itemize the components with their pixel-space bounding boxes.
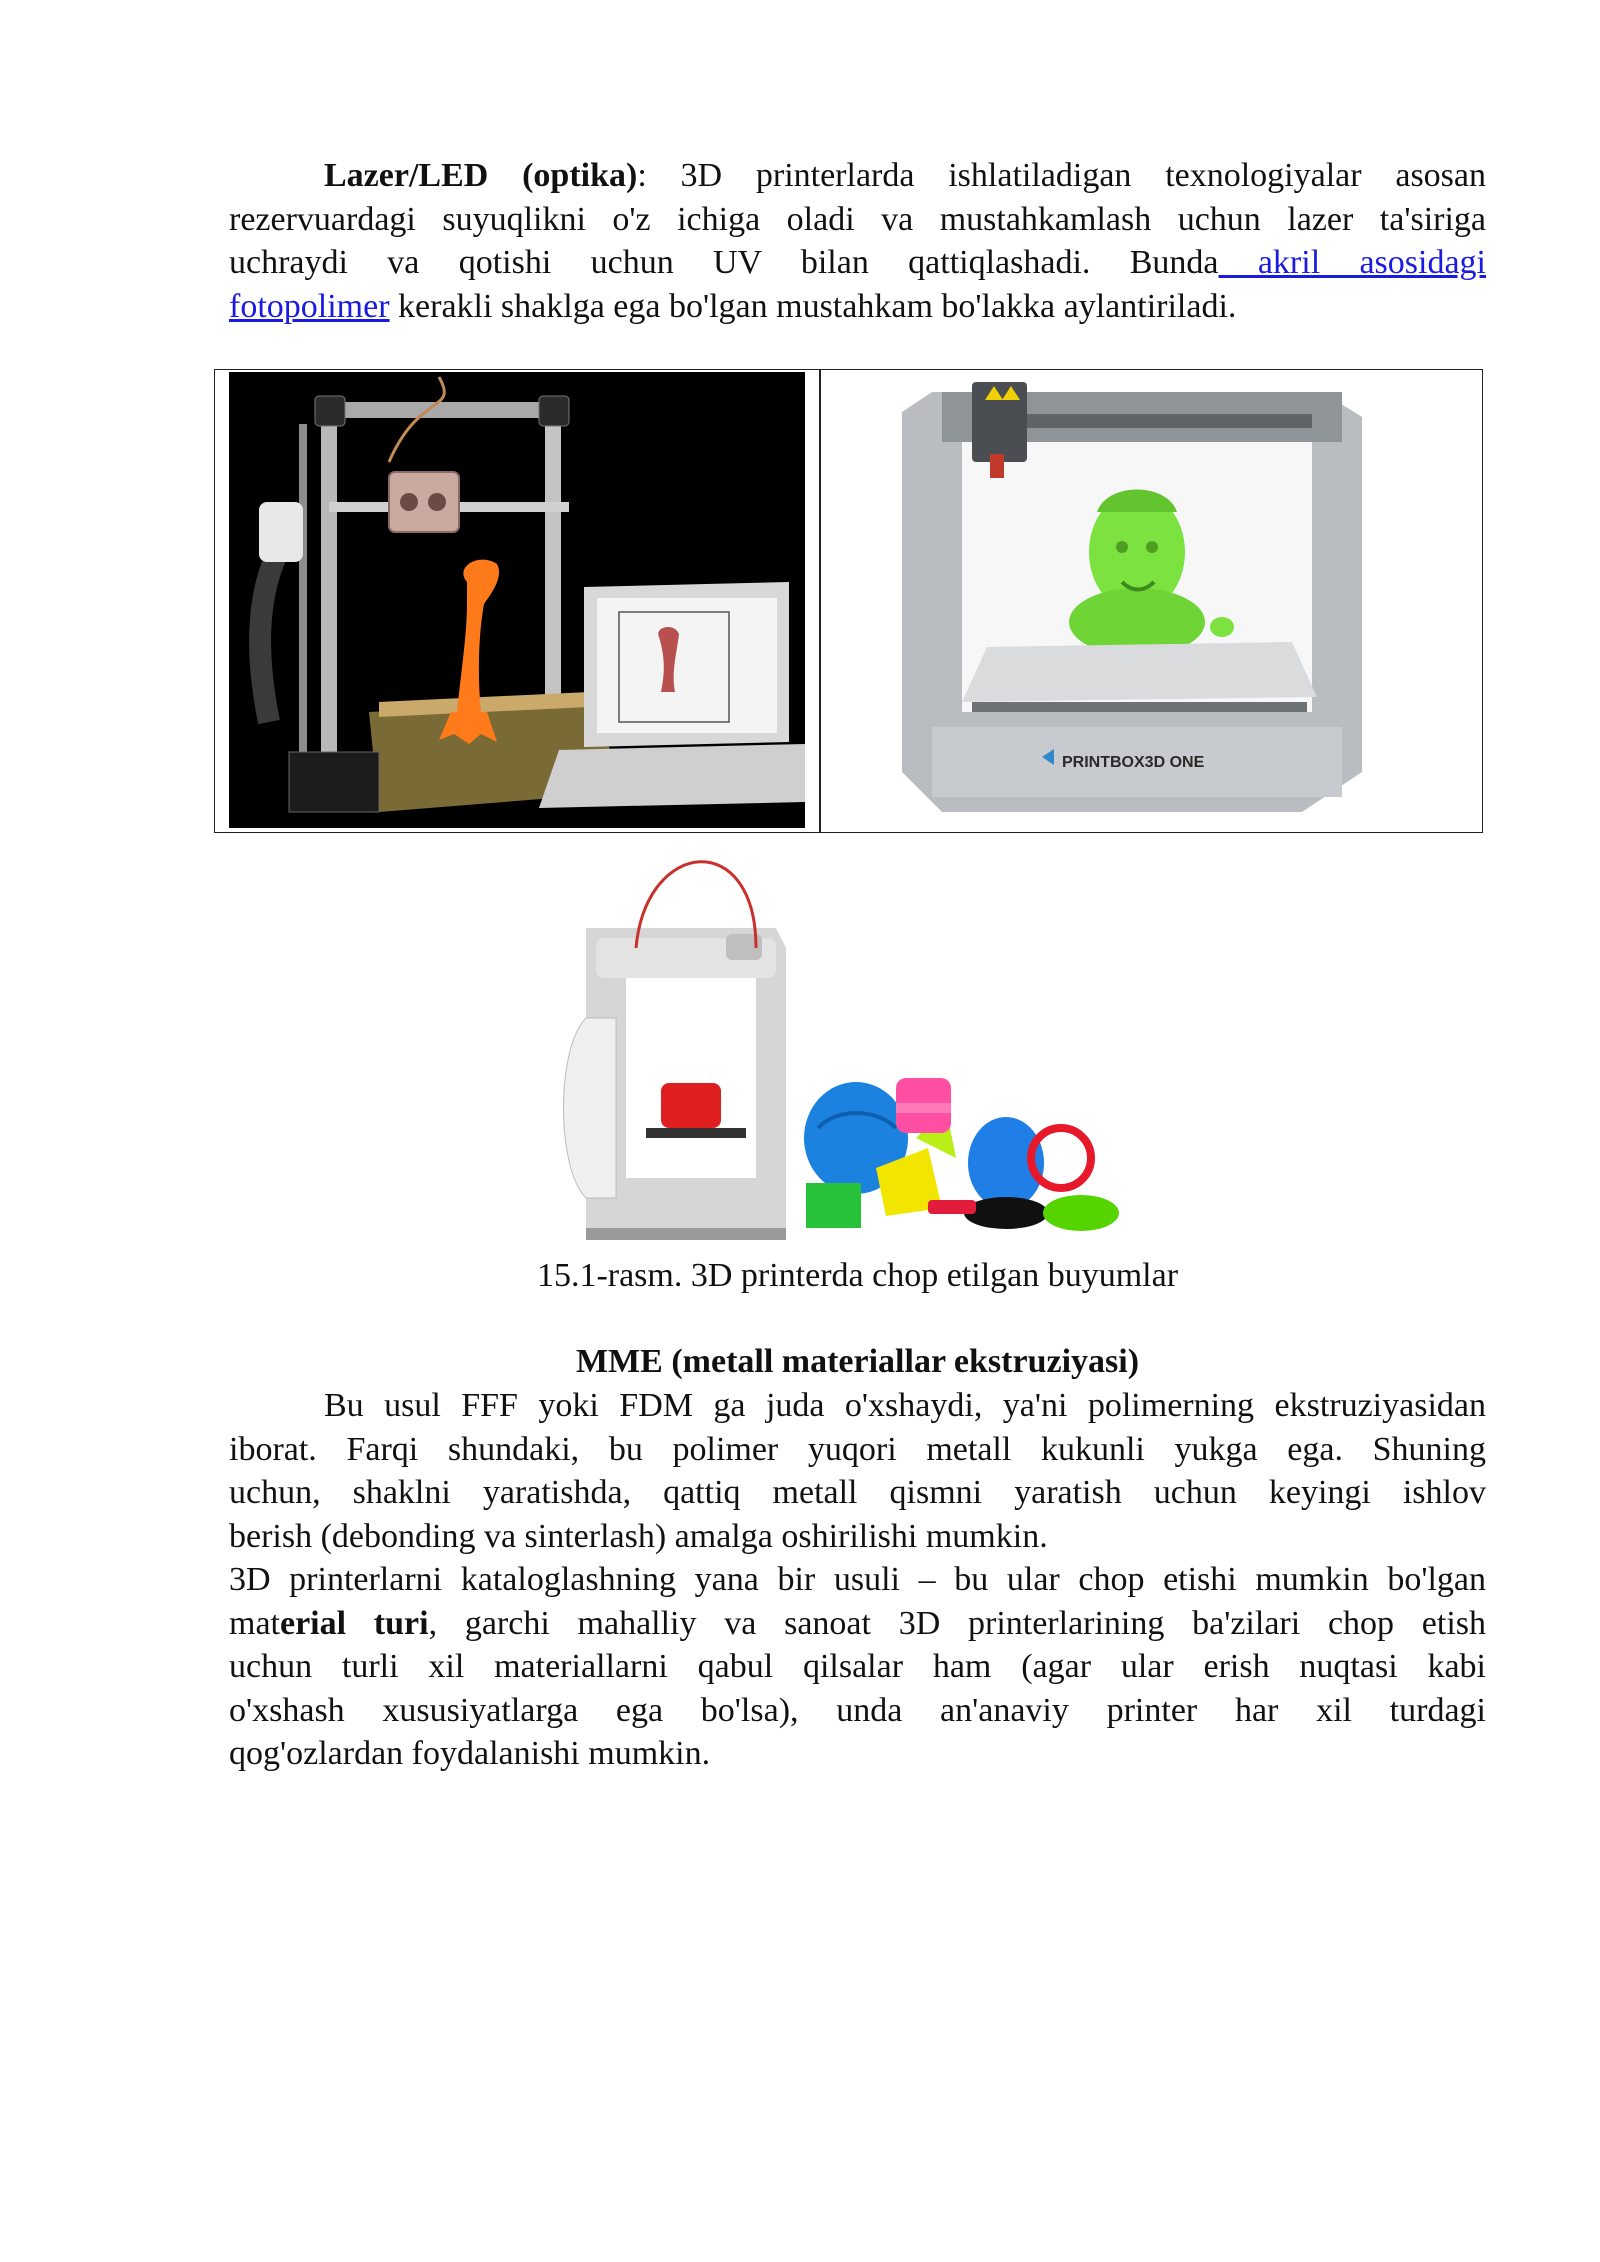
para2-line2: iborat. Farqi shundaki, bu polimer yuqori metall kukunli yukga ega. Shuning — [229, 1430, 1486, 1468]
figure-caption: 15.1-rasm. 3D printerda chop etilgan buyumlar — [536, 1257, 1179, 1294]
para2-line1: Bu usul FFF yoki FDM ga juda o'xshaydi, ya'ni polimerning ekstruziyasidan — [324, 1387, 1486, 1424]
para2-line3: uchun, shaklni yaratishda, qattiq metall qismni yaratish uchun keyingi ishlov — [229, 1474, 1486, 1511]
para1-bold-lead: Lazer/LED (optika) — [324, 157, 638, 194]
para1-line1: Lazer/LED (optika): 3D printerlarda ishlatiladigan texnologiyalar asosan — [324, 157, 1486, 194]
para1-line3: uchraydi va qotishi uchun UV bilan qattiqlashadi. Bunda akril asosidagi — [229, 244, 1487, 281]
open-frame-printer-image — [229, 372, 805, 828]
cube-printer-objects-image — [556, 838, 1146, 1248]
table-divider — [819, 370, 821, 832]
printbox3d-label: PRINTBOX3D ONE — [1062, 754, 1205, 771]
para1-line2: rezervuardagi suyuqlikni o'z ichiga oladi va mustahkamlash uchun lazer ta'siriga — [229, 200, 1486, 238]
figure-table — [214, 369, 1483, 833]
section-heading: MME (metall materiallar ekstruziyasi) — [575, 1343, 1140, 1380]
para3-line5: qog'ozlardan foydalanishi mumkin. — [229, 1735, 711, 1772]
paragraph-mme — [229, 1384, 1486, 1558]
para3-line3: uchun turli xil materiallarni qabul qilsalar ham (agar ular erish nuqtasi kabi — [229, 1648, 1486, 1685]
para1-line4: fotopolimer kerakli shaklga ega bo'lgan mustahkam bo'lakka aylantiriladi. — [229, 287, 1237, 325]
link-fotopolimer[interactable]: fotopolimer — [229, 287, 390, 325]
printbox3d-printer-image — [822, 372, 1478, 828]
para3-line4: o'xshash xususiyatlarga ega bo'lsa), unda an'anaviy printer har xil turdagi — [229, 1691, 1486, 1729]
link-akril-asosidagi[interactable]: akril asosidagi — [1218, 244, 1487, 281]
para3-line1: 3D printerlarni kataloglashning yana bir usuli – bu ular chop etishi mumkin bo'lgan — [229, 1561, 1486, 1598]
paragraph-laser-led — [229, 154, 1486, 328]
para2-line4: berish (debonding va sinterlash) amalga oshirilishi mumkin. — [229, 1517, 1048, 1555]
para3-line2: material turi, garchi mahalliy va sanoat 3D printerlarining ba'zilari chop etish — [229, 1604, 1486, 1642]
paragraph-material-types — [229, 1558, 1486, 1776]
